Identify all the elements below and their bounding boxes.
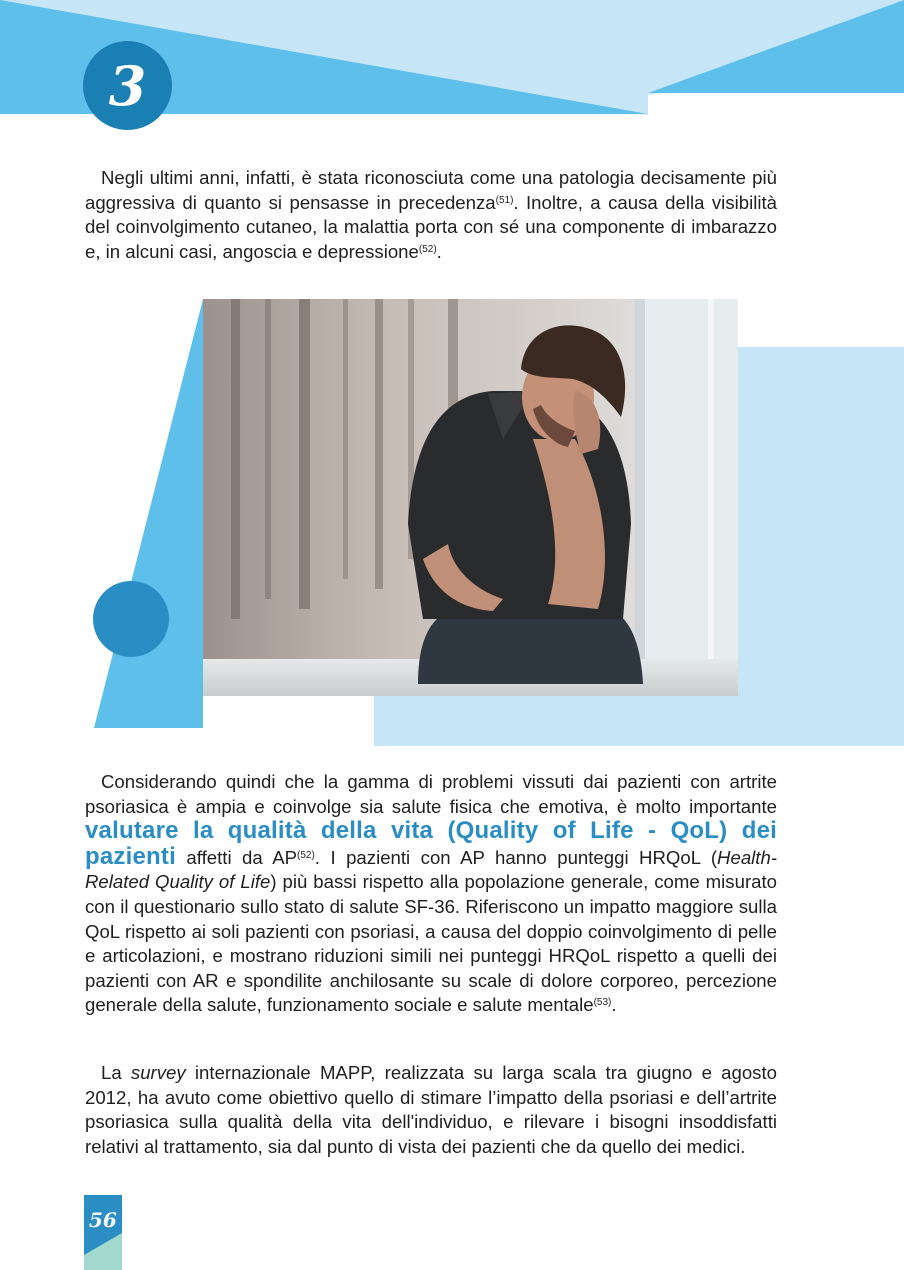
reference-52: (52) [297, 849, 315, 861]
reference-53: (53) [593, 997, 612, 1009]
blue-circle-decoration [93, 581, 169, 657]
paragraph-3 [85, 1061, 777, 1159]
italic-term: survey [130, 1062, 186, 1083]
paragraph-2-text: affetti da AP [175, 846, 297, 868]
photo-sad-man-by-window [203, 299, 738, 696]
page-number: 56 [89, 1208, 117, 1232]
paragraph-3-text: La [101, 1062, 131, 1083]
highlighted-phrase: valutare la qualità della vita (Quality of Life - QoL) dei pazienti [85, 817, 777, 870]
italic-term: Health-Related Quality of Life [85, 846, 777, 893]
paragraph-2-text: . [611, 994, 617, 1016]
chapter-number: 3 [108, 53, 147, 118]
paragraph-3-text: internazionale MAPP, realizzata su larga scala tra giugno e agosto 2012, ha avuto come obiettivo quello di stimare l’impatto della psoriasi e dell’artrite psoriasica sulla qualità della vita dell'individuo, e rilevare i bisogni insoddisfatti relativi al trattamento, sia dal punto di vista dei pazienti che da quello dei medici. [85, 1062, 777, 1157]
paragraph-1-text: . Inoltre, a causa della visibilità del coinvolgimento cutaneo, la malattia porta con sé una componente di imbarazzo e, in alcuni casi, angoscia e depressione [85, 191, 777, 262]
reference-52: (52) [418, 243, 437, 255]
chapter-badge [83, 41, 172, 130]
reference-51: (51) [495, 194, 514, 206]
paragraph-1 [85, 166, 777, 264]
paragraph-2 [85, 770, 777, 1018]
paragraph-2-text: . I pazienti con AP hanno punteggi HRQoL ( [314, 846, 718, 868]
paragraph-1-text: Negli ultimi anni, infatti, è stata riconosciuta come una patologia decisamente più aggressiva di quanto si pensasse in precedenza [85, 167, 777, 213]
paragraph-2-text: Considerando quindi che la gamma di problemi vissuti dai pazienti con artrite psoriasica è ampia e coinvolge sia salute fisica che emotiva, è molto importante [85, 771, 777, 817]
left-triangle-decoration [94, 299, 203, 728]
paragraph-2-text: ) più bassi rispetto alla popolazione generale, come misurato con il questionario sullo stato di salute SF-36. Riferiscono un impatto maggiore sulla QoL rispetto ai soli pazienti con psoriasi, a causa del doppio coinvolgimento di pelle e articolazioni, e mostrano riduzioni simili nei punteggi HRQoL rispetto a quelli dei pazienti con AR e spondilite anchilosante su scale di dolore corporeo, percezione generale della salute, funzionamento sociale e salute mentale [85, 871, 777, 1016]
paragraph-1-text: . [436, 240, 442, 262]
